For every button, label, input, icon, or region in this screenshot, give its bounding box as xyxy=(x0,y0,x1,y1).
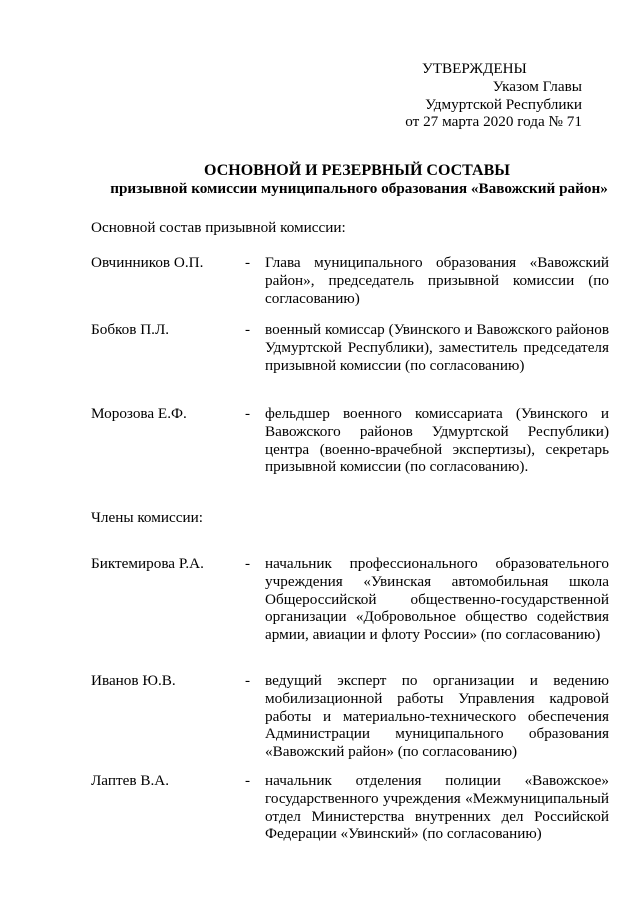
member-role: фельдшер военного комиссариата (Увинского и Вавожского районов Удмуртской Республики) центра (военно-врачебной экспертизы), секретарь призывной комиссии (по согласованию). xyxy=(265,405,609,476)
member-name: Бобков П.Л. xyxy=(91,321,170,338)
member-dash: - xyxy=(245,254,251,271)
member-role: военный комиссар (Увинского и Вавожского районов Удмуртской Республики), заместитель председателя призывной комиссии (по согласованию) xyxy=(265,321,609,374)
approval-date: от 27 марта 2020 года № 71 xyxy=(405,113,582,131)
member-dash: - xyxy=(245,772,251,789)
main-composition-label: Основной состав призывной комиссии: xyxy=(91,219,346,236)
member-dash: - xyxy=(245,321,251,338)
approval-block xyxy=(372,60,582,131)
member-name: Иванов Ю.В. xyxy=(91,672,176,689)
member-role: ведущий эксперт по организации и ведению мобилизационной работы Управления кадровой работы и материально-технического обеспечения Администрации муниципального образования «Вавожский район» (по согласованию) xyxy=(265,672,609,761)
title-sub: призывной комиссии муниципального образования «Вавожский район» xyxy=(110,179,608,197)
member-role: начальник отделения полиции «Вавожское» государственного учреждения «Межмуниципальный отдел Министерства внутренних дел Российской Федерации «Увинский» (по согласованию) xyxy=(265,772,609,843)
title-main: ОСНОВНОЙ И РЕЗЕРВНЫЙ СОСТАВЫ xyxy=(204,162,510,179)
members-label: Члены комиссии: xyxy=(91,509,203,526)
member-dash: - xyxy=(245,672,251,689)
document-title xyxy=(60,162,640,198)
member-dash: - xyxy=(245,555,251,572)
approval-heading: УТВЕРЖДЕНЫ xyxy=(422,60,527,77)
member-name: Лаптев В.А. xyxy=(91,772,170,789)
member-name: Морозова Е.Ф. xyxy=(91,405,187,422)
member-name: Биктемирова Р.А. xyxy=(91,555,204,572)
member-role: Глава муниципального образования «Вавожский район», председатель призывной комиссии (по согласованию) xyxy=(265,254,609,307)
member-role: начальник профессионального образовательного учреждения «Увинская автомобильная школа Общероссийской общественно-государственной организации «Добровольное общество содействия армии, авиации и флоту России» (по согласованию) xyxy=(265,555,609,644)
approval-issuer: Указом Главы xyxy=(492,77,582,95)
approval-region: Удмуртской Республики xyxy=(425,95,582,113)
member-dash: - xyxy=(245,405,251,422)
member-name: Овчинников О.П. xyxy=(91,254,204,271)
